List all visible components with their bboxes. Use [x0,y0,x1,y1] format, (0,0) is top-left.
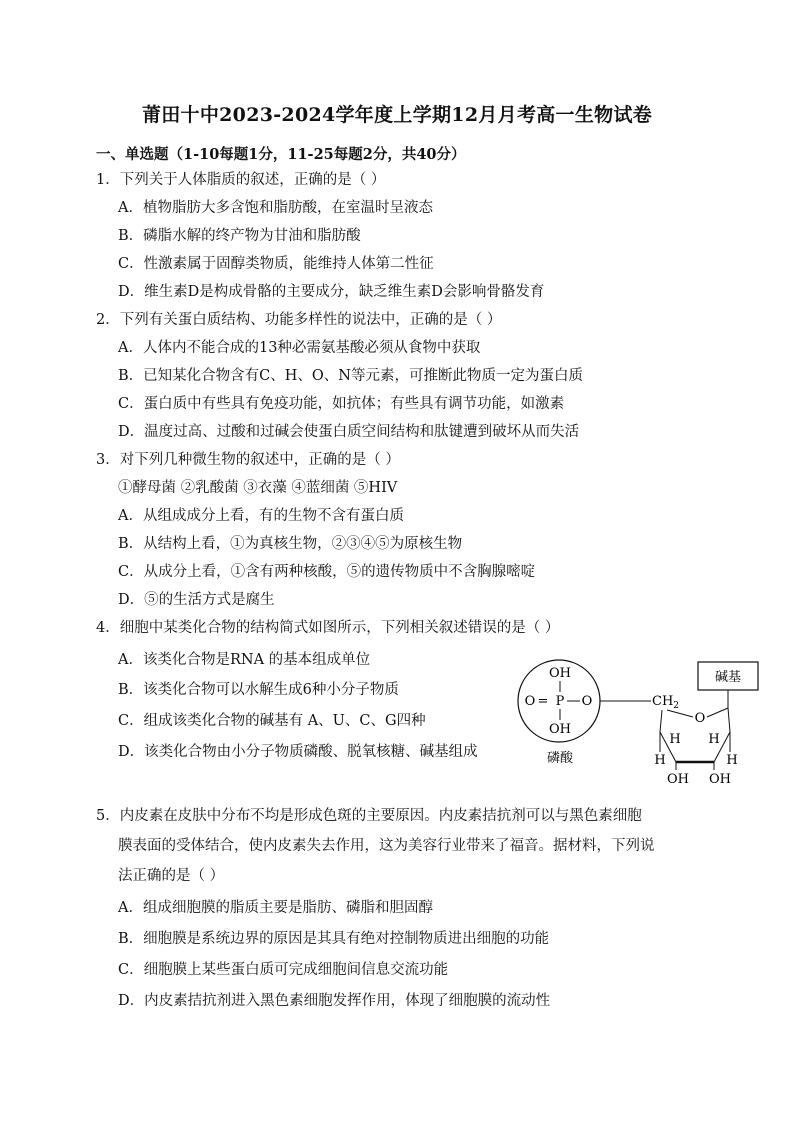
question-1-option-d: D．维生素D是构成骨骼的主要成分，缺乏维生素D会影响骨骼发育 [118,284,545,300]
question-1-option-b: B．磷脂水解的终产物为甘油和脂肪酸 [118,228,361,244]
ring-h-left: H [654,753,666,768]
phosphate-p: P [555,694,565,709]
phosphate-oh-top: OH [549,666,571,681]
nucleotide-structure-diagram [510,650,770,795]
question-4-stem: 4．细胞中某类化合物的结构简式如图所示，下列相关叙述错误的是（ ） [96,620,560,636]
section-heading: 一、单选题（1-10每题1分，11-25每题2分，共40分） [96,146,466,163]
question-3-option-a: A．从组成成分上看，有的生物不含有蛋白质 [118,508,404,524]
phosphate-o-double: O [524,694,536,709]
question-5-stem-line-3: 法正确的是（ ） [118,868,225,884]
question-5-option-b: B．细胞膜是系统边界的原因是其具有绝对控制物质进出细胞的功能 [118,931,550,947]
question-5-stem-line-2: 膜表面的受体结合，使内皮素失去作用，这为美容行业带来了福音。据材料，下列说 [118,838,655,854]
question-3-option-d: D．⑤的生活方式是腐生 [118,592,275,608]
question-2-option-c: C．蛋白质中有些具有免疫功能，如抗体；有些具有调节功能，如激素 [118,396,565,412]
question-3-option-c: C．从成分上看，①含有两种核酸，⑤的遗传物质中不含胸腺嘧啶 [118,564,536,580]
question-5-stem-line-1: 5．内皮素在皮肤中分布不均是形成色斑的主要原因。内皮素拮抗剂可以与黑色素细胞 [96,808,642,824]
phosphate-double-bond: = [537,694,549,709]
question-2-option-a: A．人体内不能合成的13种必需氨基酸必须从食物中获取 [118,340,481,356]
question-4-option-a: A．该类化合物是RNA 的基本组成单位 [118,652,371,668]
ch2-subscript: 2 [673,701,680,711]
ring-h-inner-right: H [708,732,720,747]
question-1-option-c: C．性激素属于固醇类物质，能维持人体第二性征 [118,256,434,272]
question-3-option-b: B．从结构上看，①为真核生物，②③④⑤为原核生物 [118,536,463,552]
phosphate-oh-bottom: OH [549,722,571,737]
question-5-option-c: C．细胞膜上某些蛋白质可完成细胞间信息交流功能 [118,962,449,978]
ring-oh-right: OH [709,772,731,787]
question-4-option-b: B．该类化合物可以水解生成6种小分子物质 [118,682,399,698]
ch2-text: CH [652,694,674,709]
question-2-stem: 2．下列有关蛋白质结构、功能多样性的说法中，正确的是（ ） [96,312,502,328]
question-1-stem: 1．下列关于人体脂质的叙述，正确的是（ ） [96,172,386,188]
question-5-option-d: D．内皮素拮抗剂进入黑色素细胞发挥作用，体现了细胞膜的流动性 [118,993,551,1009]
base-label: 碱基 [714,670,742,685]
question-2-option-d: D．温度过高、过酸和过碱会使蛋白质空间结构和肽键遭到破坏从而失活 [118,424,580,440]
question-3-stem: 3．对下列几种微生物的叙述中，正确的是（ ） [96,452,400,468]
ring-h-right: H [726,753,738,768]
phosphate-label: 磷酸 [546,751,574,766]
question-4-option-d: D．该类化合物由小分子物质磷酸、脱氧核糖、碱基组成 [118,744,478,760]
phosphate-o-bridge: O [581,694,593,709]
question-1-option-a: A．植物脂肪大多含饱和脂肪酸，在室温时呈液态 [118,200,433,216]
question-3-organism-list: ①酵母菌 ②乳酸菌 ③衣藻 ④蓝细菌 ⑤HIV [118,480,398,496]
question-5-option-a: A．组成细胞膜的脂质主要是脂肪、磷脂和胆固醇 [118,900,433,916]
question-2-option-b: B．已知某化合物含有C、H、O、N等元素，可推断此物质一定为蛋白质 [118,368,583,384]
ring-oxygen: O [694,711,706,726]
question-4-option-c: C．组成该类化合物的碱基有 A、U、C、G四种 [118,713,426,729]
ring-oh-left: OH [667,772,689,787]
ring-h-inner-left: H [669,732,681,747]
page-title: 莆田十中2023-2024学年度上学期12月月考高一生物试卷 [141,104,653,126]
ch2-group [652,694,679,711]
